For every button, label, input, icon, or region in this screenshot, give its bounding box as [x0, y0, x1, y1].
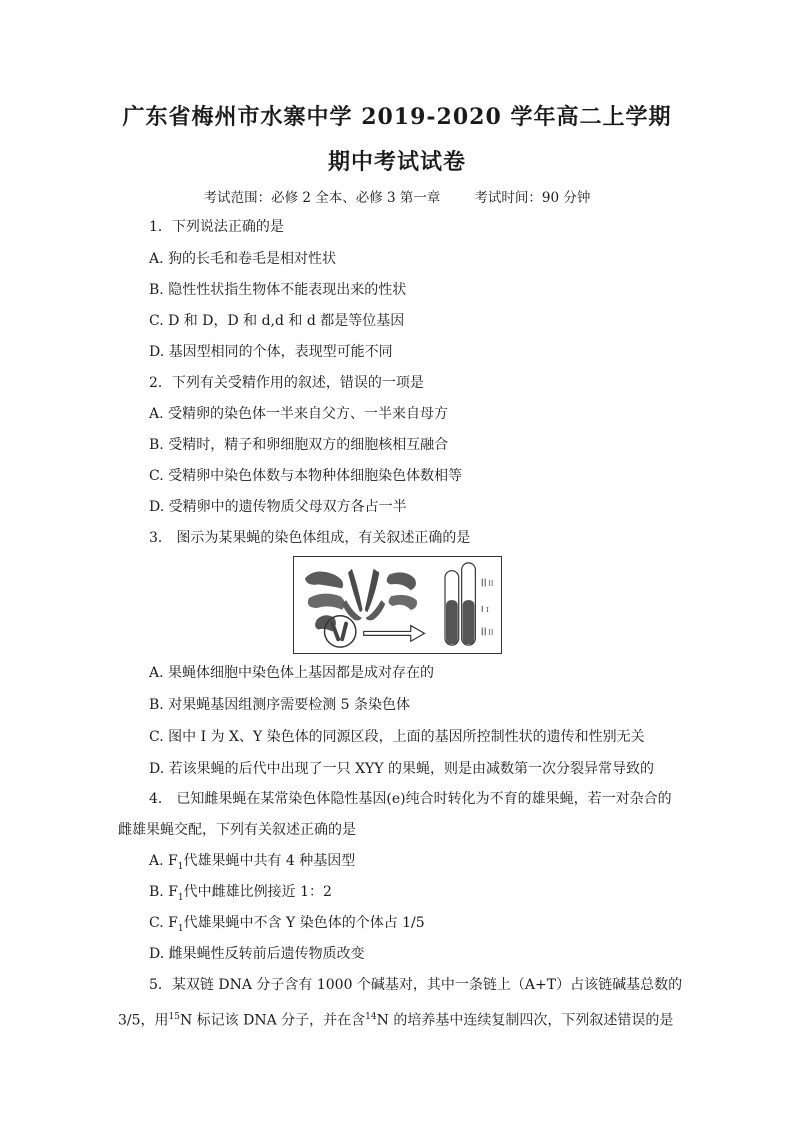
- chromosome-shape: [348, 569, 362, 612]
- q3-option-b: B. 对果蝇基因组测序需要检测 5 条染色体: [149, 697, 410, 713]
- q2-option-b: B. 受精时，精子和卵细胞双方的细胞核相互融合: [149, 437, 449, 453]
- q5-stem-line1: 5．某双链 DNA 分子含有 1000 个碱基对，其中一条链上（A+T）占该链碱基总数的: [149, 977, 683, 993]
- chromosome-shape: [332, 624, 338, 640]
- q5-text: N 标记该 DNA 分子，并在含: [179, 1012, 366, 1029]
- q4-option-d-prefix: D. 雌果蝇性反转前后遗传物质改变: [149, 946, 365, 962]
- exam-title-line1: 广东省梅州市水寨中学 2019-2020 学年高二上学期: [122, 104, 672, 130]
- y-chromosome-shaded: [463, 600, 475, 644]
- q2-stem: 2．下列有关受精作用的叙述，错误的一项是: [149, 375, 424, 391]
- q5-stem-line2: [118, 1008, 673, 1030]
- q4-option-a-text: 代雄果蝇中共有 4 种基因型: [183, 853, 356, 869]
- q1-option-b: B. 隐性性状指生物体不能表现出来的性状: [149, 282, 407, 298]
- arrow-right-icon: [364, 626, 425, 642]
- exam-scope: 考试范围：必修 2 全本、必修 3 第一章: [203, 190, 441, 206]
- q2-option-a: A. 受精卵的染色体一半来自父方、一半来自母方: [149, 406, 449, 422]
- q4-option-c-prefix: C. F: [149, 915, 178, 931]
- subscript: 1: [177, 923, 184, 934]
- q4-stem-line1: 4． 已知雌果蝇在某常染色体隐性基因(e)纯合时转化为不育的雄果蝇，若一对杂合的: [149, 791, 672, 807]
- q3-stem: 3． 图示为某果蝇的染色体组成，有关叙述正确的是: [149, 530, 471, 546]
- segment-label: II: [488, 579, 494, 588]
- q1-option-d: D. 基因型相同的个体，表现型可能不同: [149, 344, 393, 360]
- chromosome-shape: [342, 624, 346, 640]
- q4-option-b-text: 代中雌雄比例接近 1：2: [183, 884, 332, 900]
- highlight-circle: [325, 616, 356, 647]
- chromosome-shape: [389, 595, 417, 610]
- q4-option-a: [149, 852, 355, 876]
- subscript: 1: [177, 892, 184, 903]
- chromosome-shape: [305, 571, 343, 588]
- chromosome-shape: [387, 572, 416, 590]
- exam-time: 考试时间：90 分钟: [474, 190, 591, 206]
- superscript: 14: [365, 1012, 377, 1022]
- q4-stem-line2: 雌雄果蝇交配，下列有关叙述正确的是: [118, 822, 356, 838]
- q3-option-a: A. 果蝇体细胞中染色体上基因都是成对存在的: [149, 665, 435, 681]
- q4-option-d: [149, 945, 365, 963]
- q4-option-b-prefix: B. F: [149, 884, 178, 900]
- x-chromosome-shaded: [446, 600, 458, 644]
- q3-option-c: C. 图中 I 为 X、Y 染色体的同源区段，上面的基因所控制性状的遗传和性别无关: [149, 729, 645, 745]
- chromosome-shape: [308, 594, 345, 610]
- q4-option-c-text: 代雄果蝇中不含 Y 染色体的个体占 1/5: [183, 915, 425, 931]
- q1-stem: 1．下列说法正确的是: [149, 219, 284, 235]
- superscript: 15: [168, 1012, 180, 1022]
- q1-option-a: A. 狗的长毛和卷毛是相对性状: [149, 251, 337, 267]
- q1-option-c: C. D 和 D，D 和 d,d 和 d 都是等位基因: [149, 313, 405, 329]
- subscript: 1: [177, 861, 184, 872]
- q2-option-d: D. 受精卵中的遗传物质父母双方各占一半: [149, 499, 407, 515]
- chromosome-shape: [365, 569, 379, 612]
- q4-option-c: [149, 914, 425, 938]
- q5-text: N 的培养基中连续复制四次，下列叙述错误的是: [376, 1012, 674, 1029]
- q4-option-b: [149, 883, 332, 907]
- segment-label: II: [488, 628, 494, 637]
- q3-option-d: D. 若该果蝇的后代中出现了一只 XYY 的果蝇，则是由减数第一次分裂异常导致的: [149, 761, 654, 777]
- segment-label: I: [486, 605, 489, 614]
- exam-meta: [0, 186, 794, 206]
- q4-option-a-prefix: A. F: [149, 853, 178, 869]
- q5-text: 3/5，用: [118, 1012, 169, 1029]
- chromosome-diagram: [294, 557, 501, 653]
- fruit-fly-chromosome-figure: [293, 556, 502, 654]
- q2-option-c: C. 受精卵中染色体数与本物种体细胞染色体数相等: [149, 468, 463, 484]
- exam-title-line2: 期中考试试卷: [327, 149, 466, 175]
